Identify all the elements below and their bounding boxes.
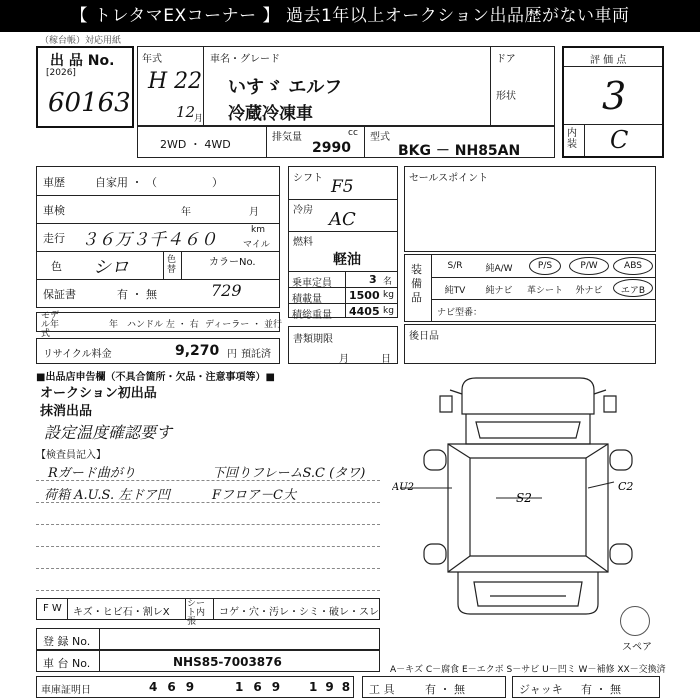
fw-label: F W [43,603,62,614]
cert-digits-1: 469 [149,680,205,694]
recycle-value: 9,270 [175,343,220,359]
equipment-box [404,254,656,322]
capacity-unit-2: kg [383,306,394,316]
model-year-label: モデル年式 [41,311,60,339]
jack-value: 有 ・ 無 [581,683,621,696]
interior-label: 内装 [567,128,577,150]
model-year-unit: 年 [109,320,119,330]
top-note: （稼台帳）対応用紙 [40,36,122,46]
garage-cert-row [36,676,359,698]
shaken-year-unit: 年 [181,207,191,218]
spec-table [288,166,398,321]
header-banner: 【 トレタマEXコーナー 】 過去1年以上オークション出品歴がない車両 [0,0,700,32]
equip-tv: 純TV [444,286,466,296]
recycle-unit: 円 [227,349,237,360]
docs-day-unit: 日 [381,354,391,365]
notes-heading: ■出品店申告欄（不具合箇所・欠品・注意事項等）■ [36,372,275,383]
vehicle-damage-diagram [392,372,668,622]
tools-value: 有 ・ 無 [425,683,465,696]
ac-value: AC [329,209,356,230]
docs-month-unit: 月 [339,354,349,365]
warranty-value: 有 ・ 無 [117,288,157,301]
displacement-unit: cc [348,128,358,138]
color-change-label: 色替 [167,255,177,275]
jack-row [512,676,660,698]
evaluation-label: 評 価 点 [590,55,627,66]
tools-label: 工 具 [369,683,395,696]
lot-label: 出 品 No. [50,53,115,69]
capacity-unit-0: 名 [383,277,393,287]
ac-label: 冷房 [293,205,313,216]
vehicle-info-box [137,46,555,126]
diagram-label-right: C2 [618,480,634,493]
lot-box [36,46,134,128]
color-code-label: カラーNo. [209,257,256,268]
history-table [36,166,280,308]
spare-tire-icon [620,606,650,636]
cert-digits-3: 198 [309,680,359,694]
shift-label: シフト [293,173,323,184]
chassis-label: 車 台 No. [43,657,91,670]
equipment-label: 装備品 [411,263,422,304]
shaken-month-unit: 月 [249,207,259,218]
shift-value: F5 [331,177,354,197]
capacity-label-2: 積総重量 [292,310,332,321]
damage-legend: A－キズ C－腐食 E－エクボ S－サビ U－凹ミ W－補修 XX－交換済 [390,665,666,675]
inspect-line-3: 荷箱 A.U.S. 左ドア凹 [44,488,170,503]
sales-point-label: セールスポイント [409,173,489,184]
capacity-label-0: 乗車定員 [292,278,332,289]
cert-digits-2: 169 [235,680,291,694]
warranty-label: 保証書 [43,288,76,301]
shaken-label: 車検 [43,204,65,217]
jack-label: ジャッキ [519,683,563,696]
capacity-value-1: 1500 [349,289,380,302]
model-type-label: 型式 [370,132,390,143]
equip-leather: 革シート [526,286,563,296]
mileage-unit-km: km [251,225,265,235]
era-year: H 22 [148,69,203,94]
inspect-line-4: Fフロア－C大 [212,488,296,503]
handle-side: ハンドル 左 ・ 右 [127,320,199,330]
tools-row [362,676,506,698]
navi-model: ナビ型番： [437,308,483,318]
mileage-value: ３６万３千４６０ [81,230,217,250]
inspect-line-1: Rガード曲がり [48,466,136,481]
fuel-label: 燃料 [293,237,313,248]
equip-pw: P/W [580,261,598,271]
model-grade: 冷蔵冷凍車 [228,104,313,124]
model-row [36,311,283,339]
evaluation-box [562,46,664,158]
color-value: シロ [93,257,129,278]
capacity-label-1: 積載量 [292,294,322,305]
lot-number: 60163 [48,88,131,118]
model-name: いすゞ エルフ [228,77,343,98]
equip-sr: S/R [447,261,463,271]
displacement-label: 排気量 [272,132,302,143]
fuel-value: 軽油 [333,252,361,268]
after-items-label: 後日品 [409,331,439,342]
diagram-label-left: AU2 [392,482,415,493]
inspector-heading: 【検査員記入】 [36,450,106,461]
recycle-box [36,338,280,364]
capacity-value-0: 3 [369,273,377,286]
lot-year-tag: [2026] [46,68,76,78]
garage-cert-label: 車庫証明日 [41,685,91,696]
chassis-row [36,650,380,672]
door-label: ドア [496,54,516,65]
spec-row [137,126,555,158]
seat-label: シート内 張 [187,599,206,627]
equip-aw: 純A/W [485,264,513,274]
interior-score: C [610,126,629,154]
equip-navi: 純ナビ [485,286,513,296]
shape-label: 形状 [496,91,516,102]
fw-damage: キズ・ヒビ石・割レX [73,607,170,618]
equip-abs: ABS [624,261,642,271]
color-code: 729 [211,281,242,300]
history-label: 車歴 [43,176,65,189]
seat-damage: コゲ・穴・汚レ・シミ・破レ・スレ [219,607,379,618]
equip-ps: P/S [537,261,553,271]
after-items-box [404,324,656,364]
inspect-line-2: 下回りフレームS.C (タワ) [212,466,366,481]
evaluation-score: 3 [602,74,627,118]
model-label: 車名・グレード [210,54,280,65]
equip-airbag: エアB [620,286,646,296]
equip-ext-navi: 外ナビ [575,286,603,296]
history-value: 自家用 ・ （ ） [95,176,223,189]
mileage-unit-mile: マイル [243,240,270,250]
capacity-value-2: 4405 [349,305,380,318]
year-month: 12 [176,103,196,121]
model-type-value: BKG － NH85AN [398,143,521,159]
color-label: 色 [51,260,62,273]
registration-row [36,628,380,650]
docs-label: 書類期限 [293,334,333,345]
chassis-value: NHS85-7003876 [173,655,282,669]
capacity-unit-1: kg [383,290,394,300]
recycle-note: 預託済 [241,349,271,360]
registration-label: 登 録 No. [43,635,91,648]
drive-type: 2WD ・ 4WD [160,138,231,151]
docs-box [288,326,398,364]
year-month-unit: 月 [194,114,204,124]
year-label: 年式 [142,54,162,65]
diagram-label-center: S2 [516,491,532,505]
notes-line1: オークション初出品 [40,386,157,401]
notes-handwritten: 設定温度確認要す [44,423,173,442]
notes-line2: 抹消出品 [40,404,93,419]
recycle-label: リサイクル料金 [43,349,112,360]
mileage-label: 走行 [43,232,65,245]
fw-row [36,598,380,627]
spare-label: スペア [622,642,652,653]
displacement-value: 2990 [312,140,351,156]
sales-point-box [404,166,656,252]
dealer-type: ディーラー ・ 並行 [205,320,283,330]
